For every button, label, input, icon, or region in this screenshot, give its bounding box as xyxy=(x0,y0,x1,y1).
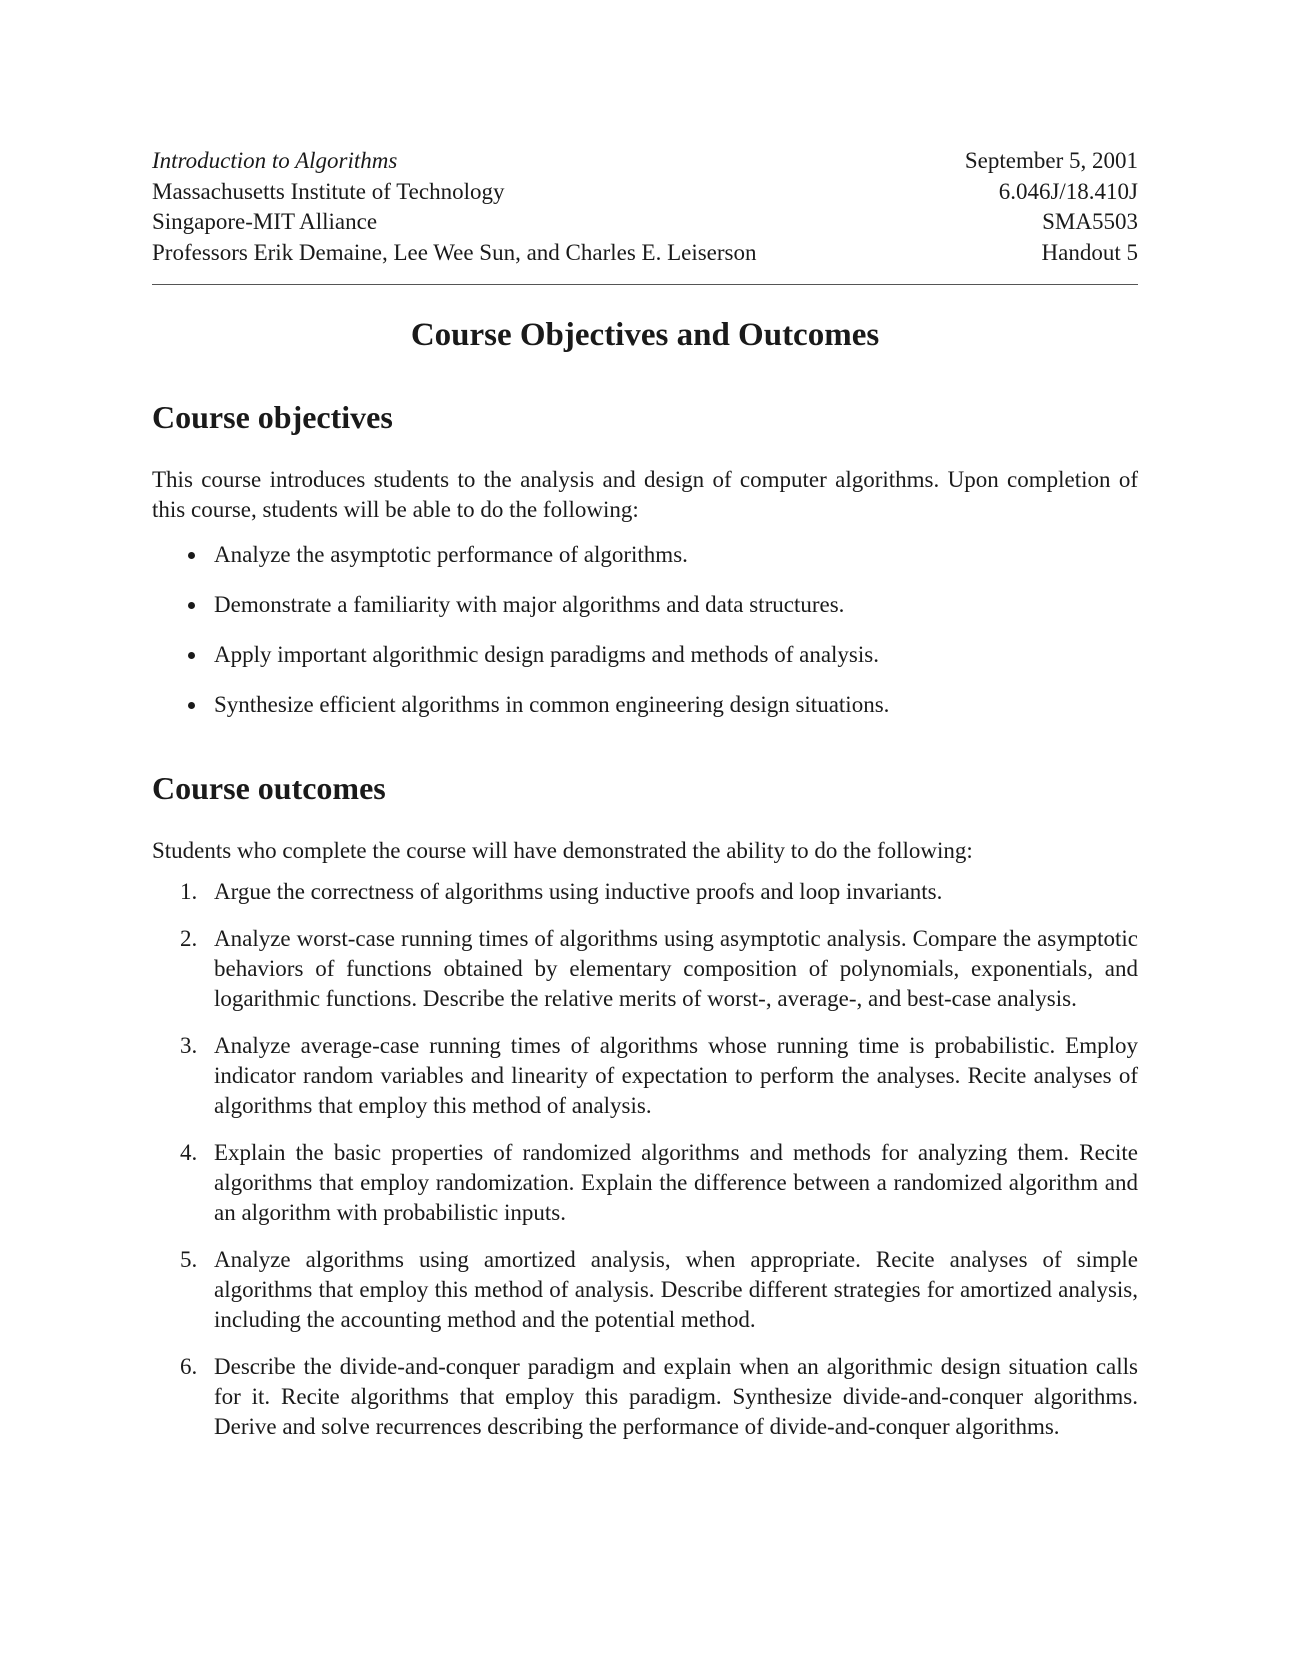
item-number: 3. xyxy=(180,1033,198,1058)
course-title: Introduction to Algorithms xyxy=(152,148,398,173)
outcome-text: Analyze average-case running times of algorithms whose running time is probabilistic. Employ indicator random variables and linearity of expectation to perform the analyses. Recite analyses of algorithms that employ this method of analysis. xyxy=(214,1033,1138,1118)
outcomes-heading: Course outcomes xyxy=(152,770,386,806)
document-header xyxy=(152,146,1138,268)
item-number: 2. xyxy=(180,926,198,951)
list-item xyxy=(152,877,1138,907)
item-number: 6. xyxy=(180,1354,198,1379)
list-item xyxy=(152,540,1138,570)
list-item xyxy=(152,640,1138,670)
list-item xyxy=(152,1352,1138,1442)
item-number: 1. xyxy=(180,879,198,904)
list-item xyxy=(152,1138,1138,1228)
objective-text: Apply important algorithmic design paradigms and methods of analysis. xyxy=(214,642,879,667)
outcome-text: Describe the divide-and-conquer paradigm and explain when an algorithmic design situation calls for it. Recite algorithms that employ this paradigm. Synthesize divide-and-conquer algorithms. Derive and solve recurrences describing the performance of divide-and-conquer algorithms. xyxy=(214,1354,1138,1439)
header-left xyxy=(152,146,757,268)
sma-number: SMA5503 xyxy=(1042,209,1138,234)
outcome-text: Argue the correctness of algorithms using inductive proofs and loop invariants. xyxy=(214,879,943,904)
list-item xyxy=(152,1245,1138,1335)
institution: Massachusetts Institute of Technology xyxy=(152,178,505,204)
header-right xyxy=(965,146,1138,268)
professors: Professors Erik Demaine, Lee Wee Sun, and Charles E. Leiserson xyxy=(152,239,757,265)
alliance: Singapore-MIT Alliance xyxy=(152,209,378,234)
outcome-text: Explain the basic properties of randomized algorithms and methods for analyzing them. Recite algorithms that employ randomization. Explain the difference between a randomized algorithm and an algorithm with probabilistic inputs. xyxy=(214,1140,1138,1225)
objectives-list xyxy=(152,540,1138,720)
header-divider xyxy=(152,284,1138,285)
outcome-text: Analyze algorithms using amortized analysis, when appropriate. Recite analyses of simple algorithms that employ this method of analysis. Describe different strategies for amortized analysis, including the accounting method and the potential method. xyxy=(214,1247,1138,1332)
objective-text: Synthesize efficient algorithms in common engineering design situations. xyxy=(214,692,890,717)
item-number: 4. xyxy=(180,1140,198,1165)
objectives-intro: This course introduces students to the analysis and design of computer algorithms. Upon completion of this course, students will be able to do the following: xyxy=(152,467,1138,522)
outcome-text: Analyze worst-case running times of algorithms using asymptotic analysis. Compare the asymptotic behaviors of functions obtained by elementary composition of polynomials, exponentials, and logarithmic functions. Describe the relative merits of worst-, average-, and best-case analysis. xyxy=(214,926,1138,1011)
list-item xyxy=(152,924,1138,1014)
course-number: 6.046J/18.410J xyxy=(998,178,1138,204)
handout-number: Handout 5 xyxy=(1041,239,1138,265)
bullet-icon xyxy=(188,602,195,609)
item-number: 5. xyxy=(180,1247,198,1272)
page-title: Course Objectives and Outcomes xyxy=(410,317,880,353)
list-item xyxy=(152,590,1138,620)
list-item xyxy=(152,690,1138,720)
objective-text: Analyze the asymptotic performance of algorithms. xyxy=(214,542,688,567)
list-item xyxy=(152,1031,1138,1121)
objectives-heading: Course objectives xyxy=(152,399,393,435)
outcomes-intro: Students who complete the course will have demonstrated the ability to do the following: xyxy=(152,838,973,863)
bullet-icon xyxy=(188,652,195,659)
bullet-icon xyxy=(188,552,195,559)
date: September 5, 2001 xyxy=(964,148,1138,173)
outcomes-list xyxy=(152,877,1138,1442)
objective-text: Demonstrate a familiarity with major algorithms and data structures. xyxy=(214,592,845,617)
bullet-icon xyxy=(188,702,195,709)
document-page xyxy=(152,146,1138,1459)
